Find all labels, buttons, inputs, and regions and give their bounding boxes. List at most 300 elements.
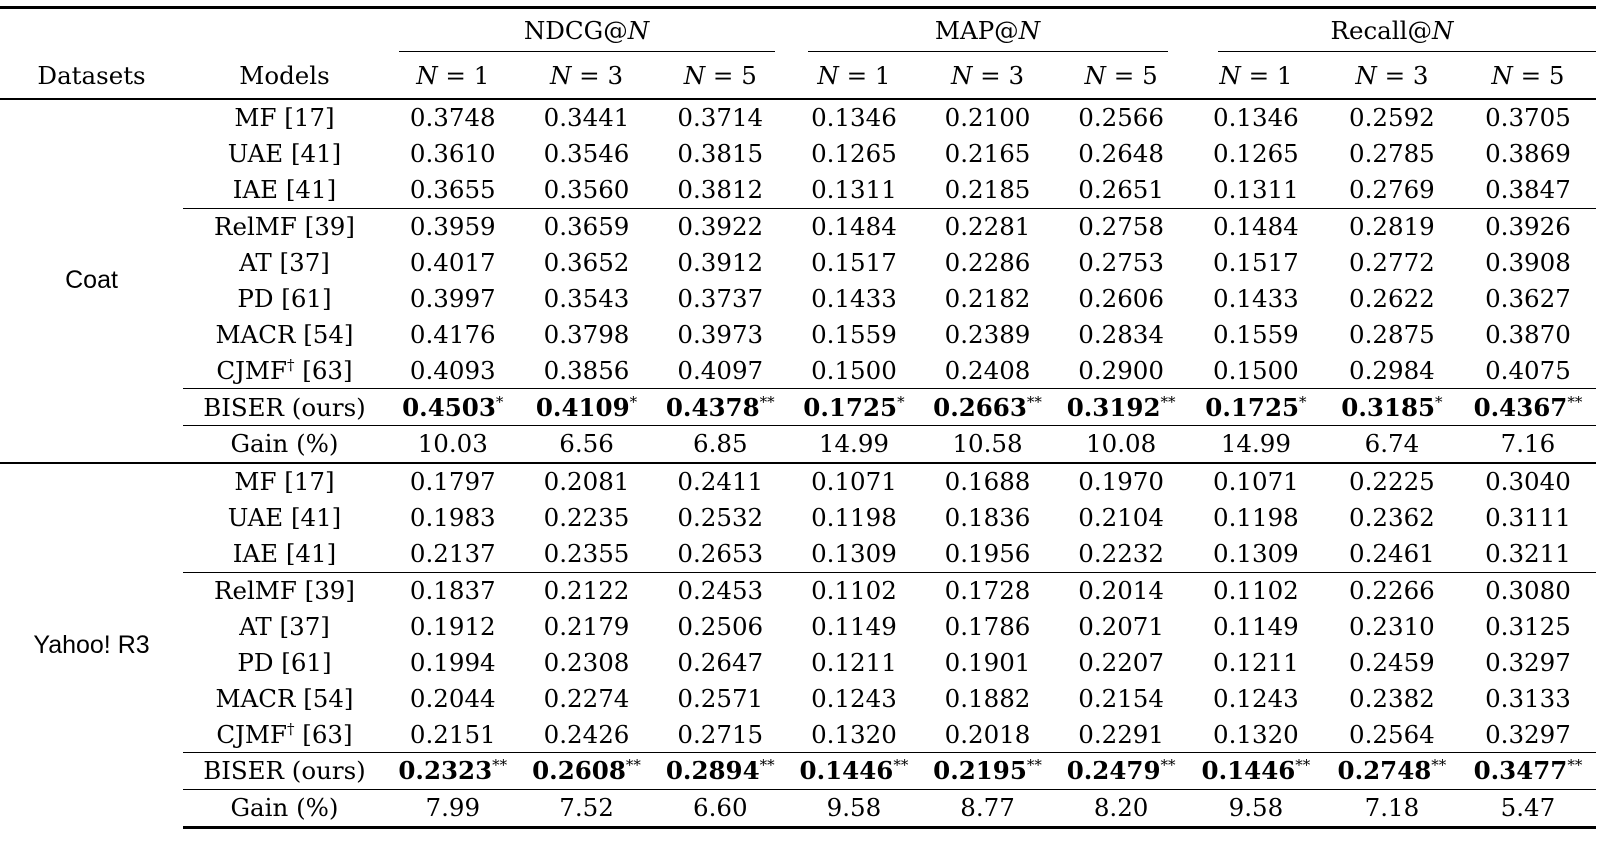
n-header (653, 52, 787, 99)
cell-value: 0.2081 (543, 467, 630, 497)
n-header (787, 52, 921, 99)
cell-value: 6.60 (692, 793, 748, 823)
cell-value: 0.4093 (409, 355, 496, 385)
best-value-cell (1054, 389, 1188, 426)
value-cell (921, 716, 1055, 752)
best-value-cell (653, 389, 787, 426)
cell-value: 0.1243 (811, 683, 897, 713)
value-cell (1188, 136, 1324, 172)
cell-value: 0.2663 (933, 392, 1027, 422)
cell-value: 0.1912 (409, 611, 496, 641)
cell-value: 0.2104 (1078, 503, 1164, 533)
cell-value: 0.3959 (409, 212, 496, 242)
cell-value: 6.85 (692, 429, 748, 459)
value-cell (1054, 316, 1188, 352)
model-ref: [63] (294, 719, 353, 749)
value-cell (520, 463, 654, 500)
model-label: MF [17] (234, 103, 335, 133)
value-cell (386, 316, 520, 352)
value-cell (1188, 463, 1324, 500)
best-value-cell (1054, 753, 1188, 790)
cell-value: 0.3714 (677, 103, 764, 133)
table-row (0, 500, 1596, 536)
n-header-label: N = 3 (950, 60, 1025, 90)
gain-value-cell (1460, 789, 1596, 827)
cell-value: 0.2758 (1078, 212, 1164, 242)
cell-value: 0.2165 (944, 139, 1031, 169)
cell-value: 0.2281 (944, 212, 1031, 242)
table-row (0, 352, 1596, 388)
cell-value: 0.2606 (1078, 283, 1164, 313)
cell-value: 0.1446 (799, 756, 894, 786)
table-row (0, 316, 1596, 352)
dataset-label: Yahoo! R3 (0, 463, 183, 827)
cell-value: 0.1071 (1213, 467, 1299, 497)
model-name (183, 500, 386, 536)
value-cell (1460, 208, 1596, 244)
table-row (0, 536, 1596, 572)
value-cell (921, 352, 1055, 388)
value-cell (1188, 316, 1324, 352)
n-header-label: N = 3 (549, 60, 624, 90)
cell-value: 0.1102 (1213, 576, 1299, 606)
value-cell (520, 644, 654, 680)
n-header (520, 52, 654, 99)
cell-value: 0.2195 (933, 756, 1027, 786)
significance-mark: * (1299, 392, 1307, 411)
value-cell (520, 245, 654, 281)
cell-value: 0.2608 (532, 756, 626, 786)
gain-value-cell (1054, 789, 1188, 827)
best-value-cell (787, 389, 921, 426)
cell-value: 0.2653 (677, 539, 764, 569)
value-cell (1054, 680, 1188, 716)
gain-value-cell (1054, 426, 1188, 463)
cell-value: 0.3192 (1066, 392, 1161, 422)
model-name (183, 208, 386, 244)
cell-value: 0.1500 (1213, 355, 1299, 385)
value-cell (1054, 172, 1188, 208)
value-cell (921, 500, 1055, 536)
model-label: PD [61] (237, 283, 332, 313)
cell-value: 0.4367 (1473, 392, 1568, 422)
gain-value-cell (921, 789, 1055, 827)
cell-value: 0.4109 (535, 392, 630, 422)
value-cell (1054, 136, 1188, 172)
value-cell (1054, 208, 1188, 244)
value-cell (520, 572, 654, 608)
best-value-cell (1460, 753, 1596, 790)
model-label: Gain (%) (230, 793, 339, 823)
value-cell (921, 136, 1055, 172)
cell-value: 0.2151 (409, 719, 496, 749)
value-cell (653, 352, 787, 388)
cell-value: 0.2566 (1078, 103, 1164, 133)
cell-value: 0.2564 (1349, 719, 1435, 749)
value-cell (787, 136, 921, 172)
cell-value: 0.3133 (1485, 683, 1571, 713)
group-header-map (787, 8, 1188, 52)
table-row (0, 463, 1596, 500)
model-name (183, 789, 386, 827)
model-name (183, 316, 386, 352)
cell-value: 0.3926 (1485, 212, 1571, 242)
value-cell (1054, 99, 1188, 136)
model-name (183, 136, 386, 172)
cell-value: 0.1836 (944, 503, 1031, 533)
value-cell (787, 352, 921, 388)
best-value-cell (1188, 753, 1324, 790)
cell-value: 0.2651 (1078, 175, 1164, 205)
value-cell (787, 716, 921, 752)
cell-value: 0.1882 (944, 683, 1031, 713)
gain-value-cell (653, 426, 787, 463)
table-row (0, 245, 1596, 281)
value-cell (1188, 536, 1324, 572)
value-cell (921, 316, 1055, 352)
best-value-cell (520, 753, 654, 790)
value-cell (1460, 572, 1596, 608)
header-row-columns (0, 52, 1596, 99)
value-cell (1460, 99, 1596, 136)
value-cell (1324, 245, 1460, 281)
cell-value: 0.2323 (398, 756, 493, 786)
gain-value-cell (520, 789, 654, 827)
cell-value: 0.1243 (1213, 683, 1299, 713)
cell-value: 0.1994 (409, 647, 496, 677)
cell-value: 0.3560 (543, 175, 630, 205)
cell-value: 0.3973 (677, 319, 764, 349)
cell-value: 0.4097 (677, 355, 764, 385)
value-cell (386, 644, 520, 680)
value-cell (787, 572, 921, 608)
cell-value: 0.3627 (1485, 283, 1571, 313)
cell-value: 0.1198 (1213, 503, 1299, 533)
best-value-cell (653, 753, 787, 790)
value-cell (787, 680, 921, 716)
cell-value: 0.2122 (543, 576, 630, 606)
value-cell (653, 280, 787, 316)
cell-value: 0.3111 (1485, 503, 1571, 533)
value-cell (520, 99, 654, 136)
n-header-label: N = 5 (683, 60, 757, 90)
value-cell (386, 500, 520, 536)
value-cell (1460, 680, 1596, 716)
value-cell (1324, 136, 1460, 172)
cell-value: 0.2044 (409, 683, 496, 713)
cell-value: 0.2622 (1349, 283, 1435, 313)
model-label: PD [61] (237, 647, 332, 677)
group-var: N (1018, 15, 1041, 45)
cell-value: 0.1517 (1213, 248, 1299, 277)
value-cell (1188, 99, 1324, 136)
cell-value: 0.1102 (811, 576, 897, 606)
value-cell (1324, 680, 1460, 716)
cell-value: 0.2459 (1349, 647, 1435, 677)
cell-value: 0.1983 (409, 503, 496, 533)
gain-value-cell (1324, 789, 1460, 827)
significance-mark: ** (492, 756, 508, 775)
cell-value: 0.3080 (1485, 576, 1571, 606)
value-cell (653, 136, 787, 172)
model-label: AT [37] (239, 248, 330, 277)
value-cell (1054, 536, 1188, 572)
table-row (0, 644, 1596, 680)
cell-value: 0.1149 (811, 611, 897, 641)
model-label: MACR [54] (215, 683, 354, 713)
value-cell (653, 608, 787, 644)
model-name (183, 352, 386, 388)
cell-value: 0.2182 (944, 283, 1031, 313)
best-value-cell (1188, 389, 1324, 426)
value-cell (653, 208, 787, 244)
cell-value: 0.3546 (543, 139, 630, 169)
best-value-cell (1324, 389, 1460, 426)
cell-value: 0.1725 (1205, 392, 1300, 422)
value-cell (386, 463, 520, 500)
cell-value: 0.2748 (1337, 756, 1432, 786)
best-value-cell (921, 753, 1055, 790)
cell-value: 0.3543 (543, 283, 630, 313)
cell-value: 0.1446 (1201, 756, 1296, 786)
significance-mark: * (495, 392, 504, 411)
n-header (1460, 52, 1596, 99)
gain-value-cell (1460, 426, 1596, 463)
cell-value: 0.3997 (409, 283, 496, 313)
value-cell (921, 608, 1055, 644)
cell-value: 0.2179 (543, 611, 630, 641)
best-value-cell (386, 753, 520, 790)
best-row (0, 389, 1596, 426)
cell-value: 10.08 (1086, 429, 1157, 459)
cell-value: 0.3297 (1485, 647, 1571, 677)
value-cell (1324, 172, 1460, 208)
n-header (921, 52, 1055, 99)
cell-value: 0.2389 (944, 319, 1031, 349)
cell-value: 0.3652 (543, 248, 630, 277)
value-cell (1188, 644, 1324, 680)
value-cell (787, 463, 921, 500)
cell-value: 0.2382 (1349, 683, 1435, 713)
value-cell (520, 280, 654, 316)
cell-value: 0.4017 (409, 248, 496, 277)
value-cell (653, 99, 787, 136)
value-cell (787, 280, 921, 316)
cell-value: 14.99 (1220, 429, 1291, 459)
cell-value: 0.3737 (677, 283, 764, 313)
cell-value: 0.2772 (1349, 248, 1435, 277)
value-cell (1054, 572, 1188, 608)
value-cell (520, 680, 654, 716)
model-name (183, 644, 386, 680)
cell-value: 0.1559 (811, 319, 897, 349)
table-row (0, 208, 1596, 244)
cell-value: 0.2648 (1078, 139, 1164, 169)
cell-value: 0.1311 (811, 175, 897, 205)
value-cell (1054, 463, 1188, 500)
value-cell (653, 680, 787, 716)
cell-value: 0.3869 (1485, 139, 1571, 169)
table-row (0, 608, 1596, 644)
gain-value-cell (787, 426, 921, 463)
cell-value: 0.1559 (1213, 319, 1299, 349)
cell-value: 0.2506 (677, 611, 764, 641)
value-cell (921, 572, 1055, 608)
value-cell (386, 716, 520, 752)
cell-value: 0.2310 (1349, 611, 1435, 641)
cell-value: 9.58 (1228, 793, 1284, 823)
significance-mark: ** (1567, 756, 1583, 775)
cell-value: 0.2894 (665, 756, 760, 786)
model-label: UAE [41] (227, 503, 342, 533)
cell-value: 10.58 (952, 429, 1023, 459)
cell-value: 0.2100 (944, 103, 1031, 133)
cell-value: 0.3812 (677, 175, 764, 205)
cell-value: 0.3477 (1473, 756, 1568, 786)
group-header-recall (1188, 8, 1596, 52)
value-cell (653, 644, 787, 680)
cell-value: 14.99 (818, 429, 889, 459)
best-value-cell (1460, 389, 1596, 426)
value-cell (787, 608, 921, 644)
value-cell (1188, 208, 1324, 244)
value-cell (386, 280, 520, 316)
value-cell (921, 280, 1055, 316)
cell-value: 0.1265 (811, 139, 897, 169)
cell-value: 0.2014 (1078, 576, 1164, 606)
header-row-groups (0, 8, 1596, 52)
group-name: Recall@ (1330, 15, 1432, 45)
gain-value-cell (386, 789, 520, 827)
significance-mark: * (629, 392, 638, 411)
value-cell (1324, 352, 1460, 388)
cell-value: 0.3748 (409, 103, 496, 133)
cell-value: 0.1797 (409, 467, 496, 497)
significance-mark: ** (893, 756, 909, 775)
cell-value: 0.3655 (409, 175, 496, 205)
cell-value: 0.1309 (811, 539, 897, 569)
model-name (183, 172, 386, 208)
cell-value: 0.3185 (1341, 392, 1436, 422)
model-label: MACR [54] (215, 319, 354, 349)
model-name (183, 536, 386, 572)
cell-value: 0.2355 (543, 539, 630, 569)
cell-value: 8.20 (1093, 793, 1149, 823)
gain-row (0, 426, 1596, 463)
value-cell (1188, 172, 1324, 208)
value-cell (1460, 352, 1596, 388)
value-cell (1054, 608, 1188, 644)
cell-value: 0.2834 (1078, 319, 1164, 349)
cell-value: 0.1071 (811, 467, 897, 497)
table-row (0, 172, 1596, 208)
cell-value: 0.2185 (944, 175, 1031, 205)
cell-value: 0.2274 (543, 683, 630, 713)
value-cell (520, 352, 654, 388)
model-label: AT [37] (239, 611, 330, 641)
cell-value: 0.3705 (1485, 103, 1571, 133)
table-row (0, 136, 1596, 172)
value-cell (1054, 352, 1188, 388)
group-name: NDCG@ (523, 15, 628, 45)
cell-value: 0.2266 (1349, 576, 1435, 606)
value-cell (1460, 716, 1596, 752)
n-header (1188, 52, 1324, 99)
model-label: RelMF [39] (214, 212, 355, 242)
cell-value: 0.2225 (1349, 467, 1435, 497)
value-cell (386, 680, 520, 716)
cell-value: 0.1309 (1213, 539, 1299, 569)
gain-value-cell (520, 426, 654, 463)
cell-value: 0.2592 (1349, 103, 1435, 133)
model-name (183, 680, 386, 716)
cell-value: 0.3211 (1485, 539, 1571, 569)
cell-value: 0.4075 (1485, 355, 1571, 385)
value-cell (653, 316, 787, 352)
model-label: CJMF (216, 719, 287, 749)
value-cell (1324, 716, 1460, 752)
cell-value: 0.1149 (1213, 611, 1299, 641)
cell-value: 6.74 (1364, 429, 1420, 459)
cell-value: 0.1725 (803, 392, 898, 422)
significance-mark: ** (759, 756, 775, 775)
cell-value: 0.2235 (543, 503, 630, 533)
value-cell (1324, 608, 1460, 644)
model-name (183, 753, 386, 790)
value-cell (1324, 500, 1460, 536)
value-cell (1188, 716, 1324, 752)
cell-value: 0.2286 (944, 248, 1031, 277)
value-cell (653, 172, 787, 208)
cell-value: 0.1786 (944, 611, 1031, 641)
value-cell (1460, 316, 1596, 352)
cell-value: 0.2362 (1349, 503, 1435, 533)
cell-value: 0.2900 (1078, 355, 1164, 385)
best-value-cell (386, 389, 520, 426)
significance-mark: ** (1160, 392, 1176, 411)
group-name: MAP@ (934, 15, 1019, 45)
n-header (1054, 52, 1188, 99)
cell-value: 0.1265 (1213, 139, 1299, 169)
value-cell (921, 463, 1055, 500)
value-cell (520, 500, 654, 536)
table-row (0, 99, 1596, 136)
value-cell (1054, 280, 1188, 316)
best-row (0, 753, 1596, 790)
cell-value: 0.1970 (1078, 467, 1164, 497)
cell-value: 0.3922 (677, 212, 764, 242)
significance-mark: ** (1026, 756, 1042, 775)
model-name (183, 389, 386, 426)
value-cell (787, 644, 921, 680)
value-cell (1324, 280, 1460, 316)
best-value-cell (520, 389, 654, 426)
value-cell (1324, 536, 1460, 572)
gain-value-cell (653, 789, 787, 827)
model-name (183, 280, 386, 316)
value-cell (653, 500, 787, 536)
cell-value: 0.2769 (1349, 175, 1435, 205)
table-row (0, 680, 1596, 716)
cell-value: 8.77 (960, 793, 1015, 823)
cell-value: 0.3125 (1485, 611, 1571, 641)
value-cell (921, 245, 1055, 281)
cell-value: 0.2753 (1078, 248, 1164, 277)
value-cell (386, 208, 520, 244)
cell-value: 0.2875 (1349, 319, 1435, 349)
value-cell (1324, 572, 1460, 608)
cell-value: 6.56 (559, 429, 614, 459)
